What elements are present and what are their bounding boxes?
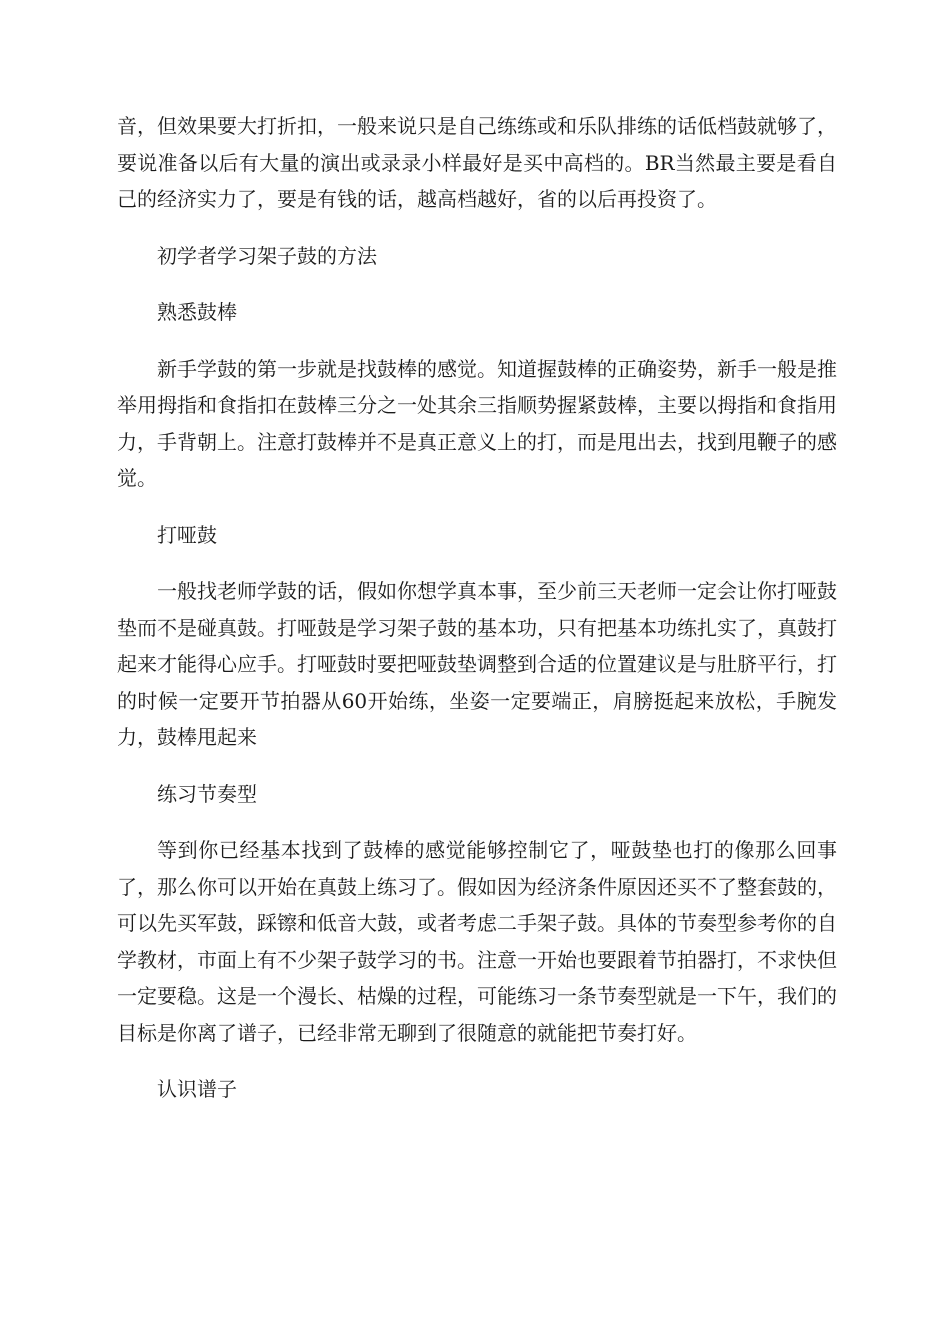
paragraph-intro-continued: 音，但效果要大打折扣，一般来说只是自己练练或和乐队排练的话低档鼓就够了，要说准备以后有大量的演出或录录小样最好是买中高档的。BR当然最主要是看自己的经济实力了，要是有钱的话，越高档越好，省的以后再投资了。 <box>117 114 837 211</box>
heading-beginner-methods: 初学者学习架子鼓的方法 <box>157 243 377 268</box>
heading-familiar-drumsticks: 熟悉鼓棒 <box>157 300 237 324</box>
paragraph-drumsticks: 新手学鼓的第一步就是找鼓棒的感觉。知道握鼓棒的正确姿势，新手一般是推举用拇指和食指扣在鼓棒三分之一处其余三指顺势握紧鼓棒，主要以拇指和食指用力，手背朝上。注意打鼓棒并不是真正意义上的打，而是甩出去，找到甩鞭子的感觉。 <box>117 356 837 490</box>
paragraph-practice-pad: 一般找老师学鼓的话，假如你想学真本事，至少前三天老师一定会让你打哑鼓垫而不是碰真鼓。打哑鼓是学习架子鼓的基本功，只有把基本功练扎实了，真鼓打起来才能得心应手。打哑鼓时要把哑鼓垫调整到合适的位置建议是与肚脐平行，打的时候一定要开节拍器从60开始练，坐姿一定要端正，肩膀挺起来放松，手腕发力，鼓棒甩起来 <box>117 579 837 749</box>
heading-reading-scores: 认识谱子 <box>157 1077 237 1101</box>
document-body <box>117 108 837 1128</box>
paragraph-rhythm-patterns: 等到你已经基本找到了鼓棒的感觉能够控制它了，哑鼓垫也打的像那么回事了，那么你可以开始在真鼓上练习了。假如因为经济条件原因还买不了整套鼓的，可以先买军鼓，踩镲和低音大鼓，或者考虑二手架子鼓。具体的节奏型参考你的自学教材，市面上有不少架子鼓学习的书。注意一开始也要跟着节拍器打，不求快但一定要稳。这是一个漫长、枯燥的过程，可能练习一条节奏型就是一下午，我们的目标是你离了谱子，已经非常无聊到了很随意的就能把节奏打好。 <box>117 838 837 1045</box>
heading-practice-pad: 打哑鼓 <box>157 522 217 547</box>
heading-rhythm-patterns: 练习节奏型 <box>157 781 257 806</box>
